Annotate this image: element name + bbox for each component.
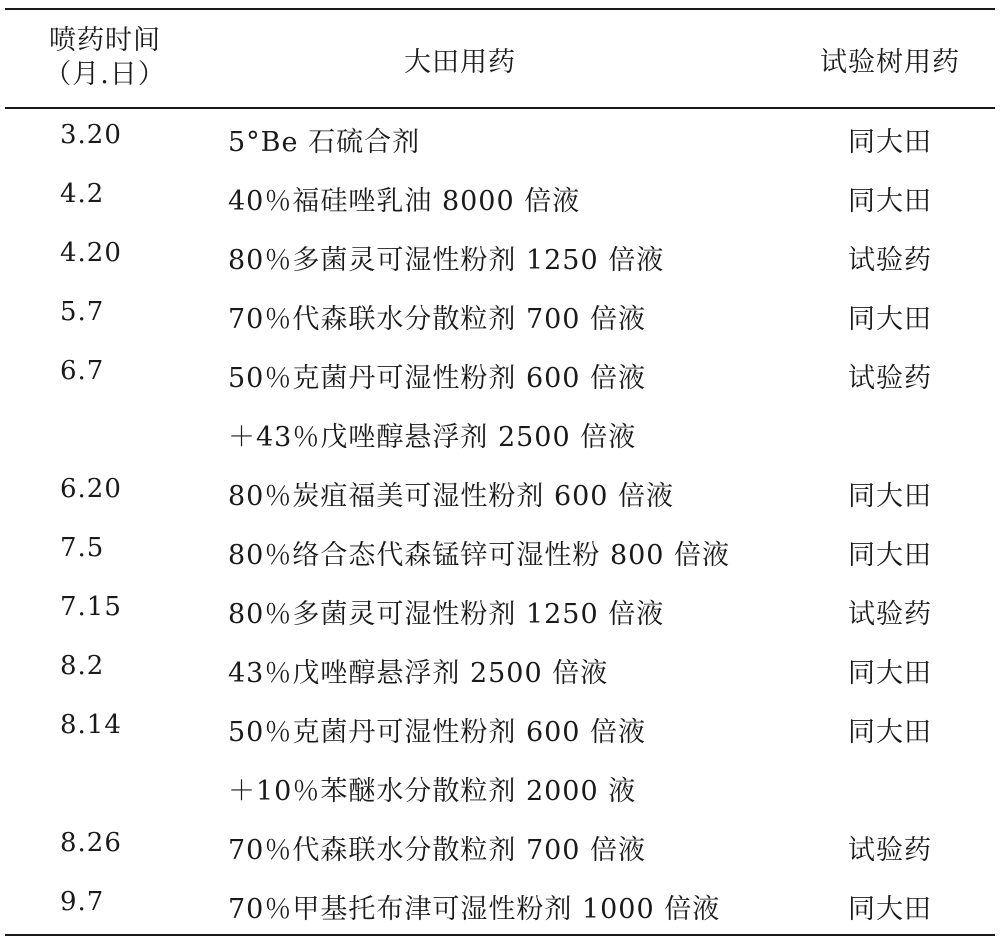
table-row <box>0 462 1000 521</box>
table-header <box>0 10 1000 107</box>
row-field-medication: 70％代森联水分散粒剂 700 倍液 <box>228 304 647 335</box>
row-spray-date: 6.7 <box>60 356 105 386</box>
row-spray-date: 8.14 <box>60 710 122 740</box>
row-spray-date: 3.20 <box>60 120 122 150</box>
row-field-medication: 50％克菌丹可湿性粉剂 600 倍液 <box>228 363 647 394</box>
table-row <box>0 757 1000 816</box>
row-test-tree-medication: 同大田 <box>848 540 932 571</box>
row-field-medication: 80％炭疽福美可湿性粉剂 600 倍液 <box>228 481 675 512</box>
table-row <box>0 108 1000 167</box>
table-bottom-rule <box>5 934 995 936</box>
row-spray-date: 7.15 <box>60 592 122 622</box>
header-spray-date-line1: 喷药时间 <box>49 25 161 56</box>
row-spray-date: 4.20 <box>60 238 122 268</box>
header-test-tree-medication: 试验树用药 <box>820 47 960 78</box>
row-field-medication: ＋10％苯醚水分散粒剂 2000 液 <box>228 776 637 807</box>
row-spray-date: 8.2 <box>60 651 105 681</box>
table-row <box>0 580 1000 639</box>
table-row <box>0 639 1000 698</box>
header-spray-date <box>30 24 180 92</box>
table-row <box>0 875 1000 934</box>
row-field-medication: 50％克菌丹可湿性粉剂 600 倍液 <box>228 717 647 748</box>
row-field-medication: 80％多菌灵可湿性粉剂 1250 倍液 <box>228 599 665 630</box>
row-spray-date: 4.2 <box>60 179 105 209</box>
row-test-tree-medication: 同大田 <box>848 481 932 512</box>
table-row <box>0 167 1000 226</box>
row-test-tree-medication: 试验药 <box>848 835 932 866</box>
row-field-medication: 40％福硅唑乳油 8000 倍液 <box>228 186 581 217</box>
table-body <box>0 108 1000 934</box>
table-row <box>0 344 1000 403</box>
header-spray-date-line2: （月.日） <box>44 59 166 90</box>
row-test-tree-medication: 同大田 <box>848 186 932 217</box>
row-field-medication: 43％戊唑醇悬浮剂 2500 倍液 <box>228 658 609 689</box>
table-row <box>0 403 1000 462</box>
table-row <box>0 698 1000 757</box>
row-field-medication: 70％甲基托布津可湿性粉剂 1000 倍液 <box>228 894 721 925</box>
row-test-tree-medication: 同大田 <box>848 894 932 925</box>
row-field-medication: 80％多菌灵可湿性粉剂 1250 倍液 <box>228 245 665 276</box>
row-test-tree-medication: 同大田 <box>848 658 932 689</box>
row-field-medication: 5°Be 石硫合剂 <box>228 127 421 158</box>
row-test-tree-medication: 同大田 <box>848 717 932 748</box>
row-field-medication: ＋43％戊唑醇悬浮剂 2500 倍液 <box>228 422 637 453</box>
row-test-tree-medication: 试验药 <box>848 599 932 630</box>
table-row <box>0 226 1000 285</box>
row-spray-date: 9.7 <box>60 887 105 917</box>
row-field-medication: 70％代森联水分散粒剂 700 倍液 <box>228 835 647 866</box>
row-test-tree-medication: 试验药 <box>848 245 932 276</box>
row-test-tree-medication: 同大田 <box>848 304 932 335</box>
row-test-tree-medication: 同大田 <box>848 127 932 158</box>
row-spray-date: 8.26 <box>60 828 122 858</box>
row-spray-date: 7.5 <box>60 533 105 563</box>
table-row <box>0 521 1000 580</box>
row-spray-date: 5.7 <box>60 297 105 327</box>
table-row <box>0 816 1000 875</box>
row-field-medication: 80％络合态代森锰锌可湿性粉 800 倍液 <box>228 540 731 571</box>
header-field-medication: 大田用药 <box>404 47 516 78</box>
table-row <box>0 285 1000 344</box>
row-spray-date: 6.20 <box>60 474 122 504</box>
row-test-tree-medication: 试验药 <box>848 363 932 394</box>
